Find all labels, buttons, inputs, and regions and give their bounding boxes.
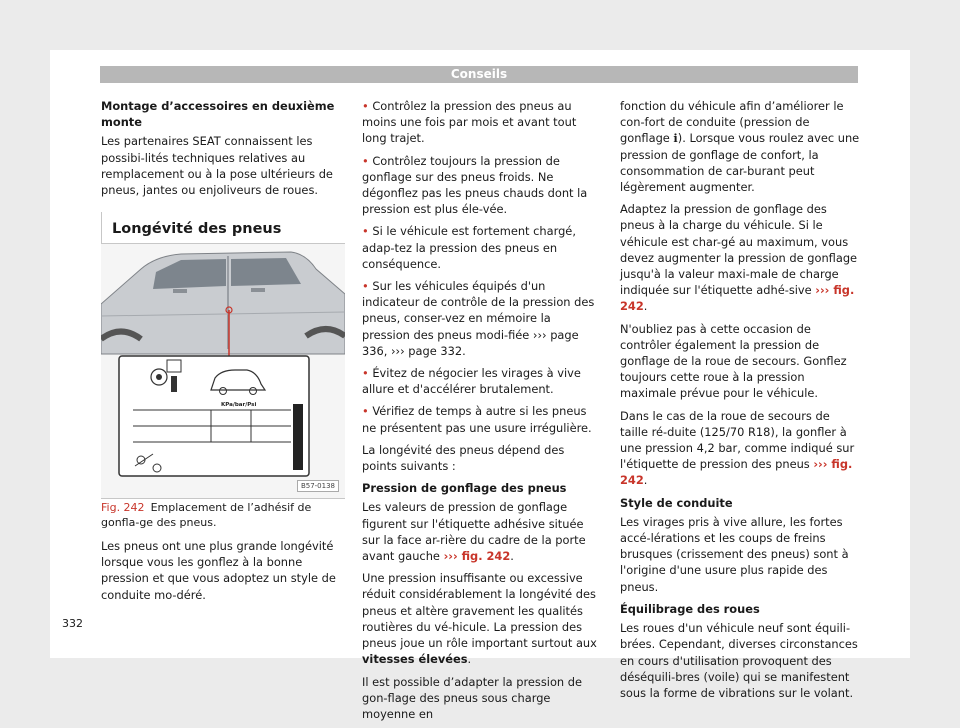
bullet-item: • Vérifiez de temps à autre si les pneus ne présentent pas une usure irrégulière.	[362, 404, 592, 435]
paragraph-spare: N'oubliez pas à cette occasion de contrôler également la pression de gonflage de la roue de secours. Gonflez toujours cette roue à la pression maximale prévue pour le véhicule.	[620, 321, 847, 401]
paragraph-balancing: Les roues d'un véhicule neuf sont équili-brées. Cependant, diverses circonstances en cours d'utilisation provoquent des déséquili-bres (voile) qui se manifestent sous la forme de vibrations sur le volant.	[620, 621, 858, 700]
sticker-unit-label: KPa/bar/Psi	[221, 402, 257, 408]
figure-link[interactable]: ››› fig. 242	[620, 283, 855, 314]
subheading-driving-style: Style de conduite	[620, 495, 733, 510]
section-title: Longévité des pneus	[101, 212, 345, 246]
paragraph-depends: La longévité des pneus dépend des points suivants :	[362, 442, 565, 474]
figure-caption	[101, 500, 345, 530]
column-2	[362, 98, 602, 728]
car-sticker-illustration	[101, 244, 345, 498]
bullet-item: • Contrôlez la pression des pneus au moins une fois par mois et avant tout long trajet.	[362, 99, 577, 146]
page-number: 332	[62, 617, 83, 630]
bullet-item: • Évitez de négocier les virages à vive allure et d'accélérer brutalement.	[362, 366, 581, 397]
figure-link[interactable]: ››› fig. 242	[620, 457, 853, 488]
bullet-item: • Si le véhicule est fortement chargé, adap-tez la pression des pneus en conséquence.	[362, 224, 576, 271]
paragraph-comfort: fonction du véhicule afin d’améliorer le con-fort de conduite (pression de gonflage ℹ). Lorsque vous roulez avec une pression de gonflage de confort, la consommation de car-burant peut légèrement augmenter.	[620, 99, 860, 195]
car-icon	[101, 252, 345, 354]
paragraph-longevity: Les pneus ont une plus grande longévité lorsque vous les gonflez à la bonne pression et que vous adoptez un style de conduite mo-déré.	[101, 539, 336, 602]
bullet-item: • Sur les véhicules équipés d'un indicateur de contrôle de la pression des pneus, conser-vez en mémoire la pression des pneus modi-fiée ››› page 336, ››› page 332.	[362, 279, 595, 358]
figure-link[interactable]: ››› fig. 242	[443, 549, 511, 564]
paragraph-spare-size: Dans le cas de la roue de secours de taille ré-duite (125/70 R18), la gonfler à une pression 4,2 bar, comme indiqué sur l'étiquette de pression des pneus ››› fig. 242.	[620, 408, 855, 488]
paragraph-load: Adaptez la pression de gonflage des pneus à la charge du véhicule. Si le véhicule est char-gé au maximum, vous devez augmenter la pression de gonflage jusqu'à la valeur maxi-male de charge indiquée sur l'étiquette adhé-sive ››› fig. 242.	[620, 202, 858, 314]
figure-label: Fig. 242	[101, 501, 145, 514]
paragraph-adapt: Il est possible d’adapter la pression de gon-flage des pneus sous charge moyenne en	[362, 674, 582, 721]
subheading-balancing: Équilibrage des roues	[620, 601, 760, 616]
page-header: Conseils	[100, 66, 858, 83]
column-1	[101, 98, 345, 246]
figure-caption-text: Emplacement de l’adhésif de gonfla-ge des pneus.	[101, 501, 312, 529]
subheading-accessories: Montage d’accessoires en deuxième monte	[101, 99, 335, 130]
bullet-item: • Contrôlez toujours la pression de gonflage sur des pneus froids. Ne dégonflez pas les pneus chauds dont la pression est plus éle-vée.	[362, 153, 588, 217]
subheading-pressure: Pression de gonflage des pneus	[362, 481, 567, 496]
tire-pressure-sticker	[119, 356, 309, 476]
paragraph-driving-style: Les virages pris à vive allure, les fortes accé-lérations et les coups de freins brusques (crissement des pneus) sont à l'origine d'une usure plus rapide des pneus.	[620, 514, 849, 594]
column-1-bottom	[101, 538, 345, 609]
paragraph-pressure-values: Les valeurs de pression de gonflage figurent sur l'étiquette adhésive située sur la face ar-rière du cadre de la porte avant gauche ››› fig. 242.	[362, 500, 586, 564]
figure-id: B57-0138	[297, 480, 339, 492]
paragraph-pressure-effects: Une pression insuffisante ou excessive réduit considérablement la longévité des pneus et altère gravement les qualités routières du vé-hicule. La pression des pneus joue un rôle important surtout aux vitesses élevées.	[362, 571, 597, 667]
column-3	[620, 98, 860, 707]
figure-tire-sticker	[101, 243, 345, 499]
paragraph-accessories: Les partenaires SEAT connaissent les possibi-lités techniques relatives au remplacement ou à la pose ultérieurs de pneus, jantes ou enjoliveurs de roues.	[101, 134, 333, 198]
